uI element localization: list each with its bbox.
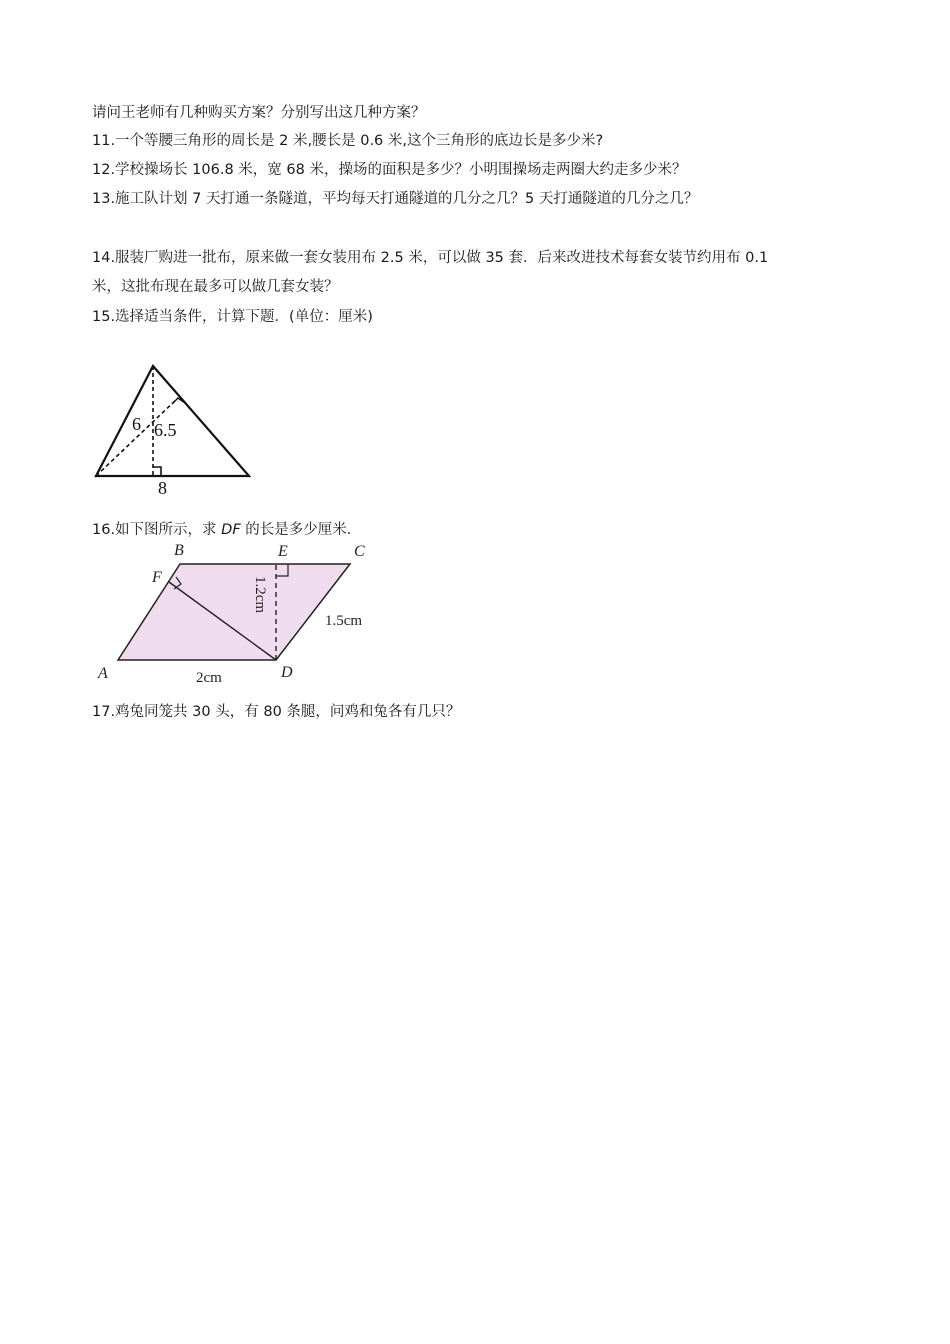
triangle-label-base: 8 <box>158 478 167 498</box>
question-16-suffix: 的长是多少厘米． <box>240 522 362 538</box>
question-16 <box>92 520 361 540</box>
base-label: 2cm <box>196 670 222 686</box>
question-16-variable: DF <box>221 522 241 538</box>
side-label: 1.5cm <box>325 613 363 629</box>
vertex-b-label: B <box>174 542 184 559</box>
question-11: 11.一个等腰三角形的周长是 2 米,腰长是 0.6 米,这个三角形的底边长是多少米? <box>92 133 604 149</box>
parallelogram-figure <box>92 538 382 688</box>
vertex-f-label: F <box>152 569 162 586</box>
question-16-prefix: 16.如下图所示，求 <box>92 522 222 538</box>
question-14-line-2: 米，这批布现在最多可以做几套女装？ <box>92 279 339 295</box>
triangle-label-height: 6.5 <box>154 420 177 440</box>
question-14-line-1: 14.服装厂购进一批布，原来做一套女装用布 2.5 米，可以做 35 套．后来改进技术每套女装节约用布 0.1 <box>92 250 769 266</box>
question-10-tail: 请问王老师有几种购买方案？分别写出这几种方案？ <box>92 105 426 121</box>
vertex-c-label: C <box>354 543 365 560</box>
question-17: 17.鸡兔同笼共 30 头，有 80 条腿，问鸡和兔各有几只？ <box>92 704 461 720</box>
triangle-figure <box>92 358 260 498</box>
height-label: 1.2cm <box>252 576 268 614</box>
triangle-label-side: 6 <box>132 414 141 434</box>
vertex-a-label: A <box>98 665 108 682</box>
vertex-d-label: D <box>281 664 293 681</box>
question-13: 13.施工队计划 7 天打通一条隧道，平均每天打通隧道的几分之几？5 天打通隧道的几分之几？ <box>92 191 699 207</box>
question-12: 12.学校操场长 106.8 米，宽 68 米，操场的面积是多少？小明围操场走两圈大约走多少米？ <box>92 162 687 178</box>
vertex-e-label: E <box>278 543 288 560</box>
question-15: 15.选择适当条件，计算下题．(单位：厘米) <box>92 309 373 325</box>
right-angle-mark-base <box>153 467 161 476</box>
